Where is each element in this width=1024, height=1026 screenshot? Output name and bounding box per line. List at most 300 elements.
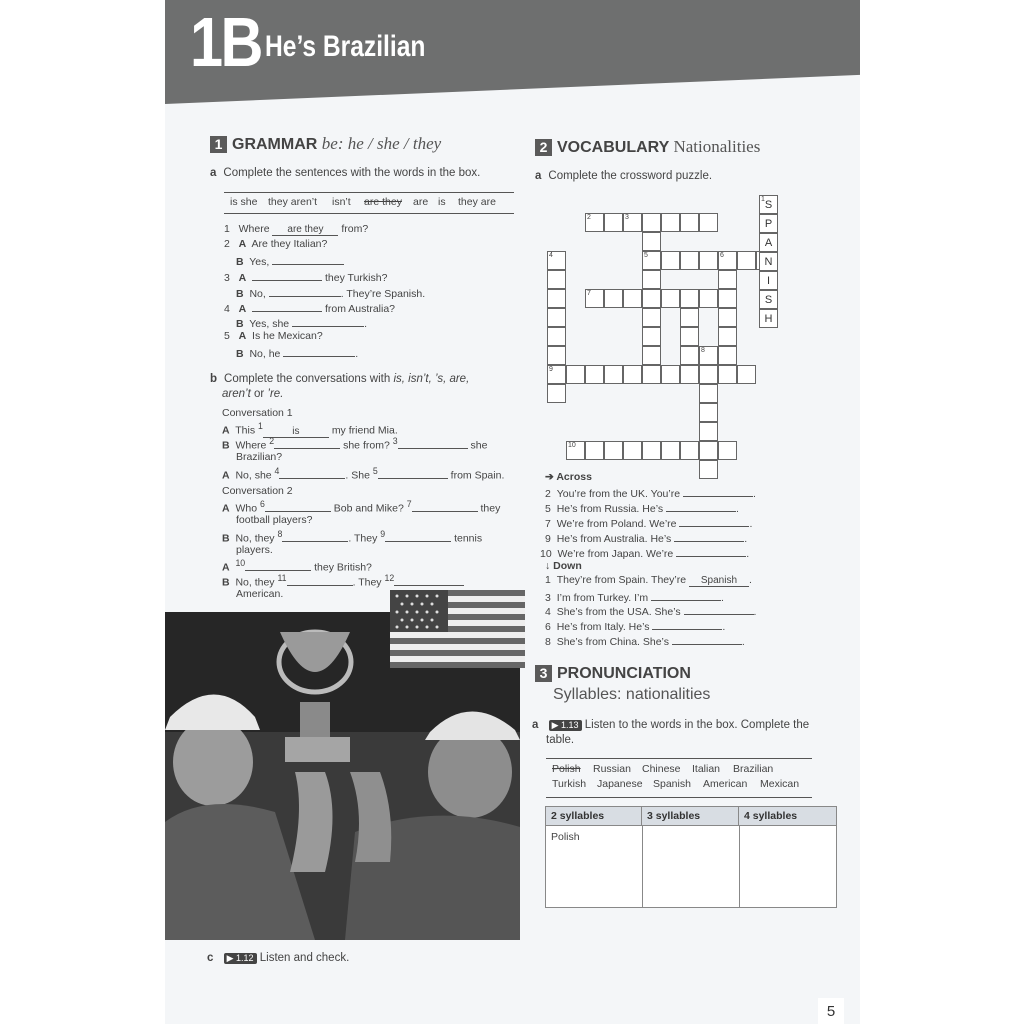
crossword-cell[interactable] (737, 251, 756, 270)
item-number: 2 (224, 238, 230, 250)
gap-number: 9 (380, 529, 386, 539)
line-text: from Spain. (450, 469, 505, 482)
cell-letter: N (764, 256, 773, 268)
speaker: B (236, 348, 244, 360)
answer-blank[interactable] (683, 485, 753, 497)
clue-text: She’s from China. She’s (556, 636, 669, 648)
gap-number: 6 (259, 499, 265, 509)
audio-track-number: 1.12 (236, 953, 254, 963)
line-text: my friend Mia. (331, 424, 398, 437)
crossword-cell[interactable] (642, 346, 661, 365)
section-number: 3 (535, 665, 552, 682)
cell-letter: A (764, 237, 773, 249)
conv2-line3 (222, 558, 372, 574)
speaker: A (222, 502, 230, 515)
section-number: 2 (535, 139, 552, 156)
item-number: 1 (224, 223, 230, 235)
crossword-cell[interactable] (699, 365, 718, 384)
speaker: B (222, 439, 230, 452)
word-box-word: Spanish (653, 778, 691, 790)
crossword-cell[interactable] (718, 251, 737, 270)
section-title: VOCABULARY (557, 139, 670, 156)
syllables-table (545, 806, 837, 908)
crossword-cell[interactable] (661, 365, 680, 384)
cell-letter: S (764, 199, 773, 211)
gap-number: 2 (269, 436, 275, 446)
section-subtitle: Nationalities (673, 137, 761, 156)
crossword-cell[interactable] (661, 251, 680, 270)
clue-text: He’s from Russia. He’s (556, 503, 664, 515)
line-text: she from? (343, 439, 390, 452)
instruction-text: or (253, 388, 265, 400)
crossword-cell[interactable] (699, 403, 718, 422)
conversation-1-title: Conversation 1 (222, 407, 293, 419)
speaker: B (236, 318, 244, 330)
item-text: Is he Mexican? (252, 330, 323, 342)
pronunciation-heading (535, 665, 691, 683)
instruction-text: Complete the conversations with (224, 373, 391, 385)
crossword-cell[interactable] (718, 346, 737, 365)
crossword-cell-filled (759, 233, 778, 252)
answer-blank[interactable] (282, 530, 348, 542)
clue-number: 7 (545, 518, 551, 530)
answer-blank[interactable] (265, 500, 331, 512)
clue-across-2: 2 You’re from the UK. You’re . (545, 485, 756, 500)
clue-down-4: 4 She’s from the USA. She’s . (545, 603, 756, 618)
clue-number: 9 (545, 533, 551, 545)
crossword-cell[interactable] (547, 365, 566, 384)
speaker: A (238, 303, 247, 315)
vocab-a-instruction (535, 170, 712, 182)
conv1-line2 (222, 436, 487, 452)
word-box-word-crossed: Polish (552, 763, 581, 775)
crossword-cell[interactable] (566, 365, 585, 384)
speaker: A (222, 424, 230, 437)
clue-text: He’s from Italy. He’s (556, 621, 650, 633)
crossword-cell[interactable] (566, 441, 585, 460)
clue-across-9: 9 He’s from Australia. He’s . (545, 530, 747, 545)
crossword-cell[interactable] (718, 308, 737, 327)
cell-number: 9 (549, 366, 553, 373)
item-text: No, he (249, 348, 281, 360)
crossword-cell[interactable] (718, 441, 737, 460)
line-text: No, they (235, 576, 275, 589)
cell-letter: I (766, 275, 771, 287)
crossword-cell[interactable] (623, 289, 642, 308)
crossword-cell[interactable] (699, 422, 718, 441)
cell-letter: H (764, 313, 773, 325)
table-header: 2 syllables (546, 807, 642, 826)
item-text: Where (238, 223, 270, 235)
item-text: from Australia? (324, 303, 395, 315)
gap-number: 7 (406, 499, 412, 509)
speaker: B (236, 256, 244, 268)
exercise-c (207, 952, 349, 964)
word-box-word: is (438, 196, 446, 208)
clue-text: They’re from Spain. They’re (556, 574, 687, 586)
answer-blank[interactable] (398, 437, 468, 449)
exercise-letter: b (210, 373, 218, 385)
crossword-cell-filled (759, 214, 778, 233)
clue-number: 5 (545, 503, 551, 515)
conversation-2-title: Conversation 2 (222, 485, 293, 497)
grammar-heading (210, 134, 441, 154)
word-box-word: they aren’t (268, 196, 318, 208)
conv2-line4 (222, 573, 464, 589)
cell-number: 2 (587, 214, 591, 221)
cell-number: 3 (625, 214, 629, 221)
item-text: Yes, she (249, 318, 290, 330)
crossword-cell[interactable] (680, 346, 699, 365)
conv1-line2-cont: Brazilian? (236, 451, 283, 463)
crossword-cell[interactable] (547, 346, 566, 365)
table-header: 4 syllables (739, 807, 836, 826)
instruction-words: aren’t (222, 388, 251, 400)
line-text: Where (235, 439, 267, 452)
word-box-word-crossed: are they (364, 196, 402, 208)
crossword-cell[interactable] (547, 251, 566, 270)
usa-flag (390, 590, 525, 668)
crossword-cell-filled (759, 252, 778, 271)
table-divider (739, 826, 740, 907)
item-number: 5 (224, 330, 230, 342)
word-box-word: American (703, 778, 748, 790)
cell-number: 1 (761, 196, 765, 203)
gap-number: 10 (235, 558, 246, 568)
crossword-cell[interactable] (699, 251, 718, 270)
crossword-cell[interactable] (547, 289, 566, 308)
item-text: they Turkish? (324, 272, 388, 284)
crossword-cell[interactable] (680, 365, 699, 384)
answer-blank[interactable] (252, 269, 322, 281)
vocabulary-heading (535, 137, 760, 157)
crossword-cell[interactable] (699, 441, 718, 460)
crossword-cell[interactable] (661, 289, 680, 308)
speaker: A (238, 238, 247, 250)
pron-a-instruction-cont: table. (546, 734, 575, 746)
exercise-letter: a (535, 170, 542, 182)
crossword-cell[interactable] (547, 308, 566, 327)
crossword-cell[interactable] (585, 289, 604, 308)
conv1-line3 (222, 466, 504, 482)
line-text: they (480, 502, 501, 515)
table-example: Polish (551, 831, 580, 843)
crossword-cell[interactable] (623, 365, 642, 384)
crossword-cell[interactable] (718, 327, 737, 346)
down-heading: ↓ Down (545, 560, 582, 572)
line-text: she (470, 439, 488, 452)
answer-blank[interactable] (394, 574, 464, 586)
clue-number: 8 (545, 636, 551, 648)
crossword-cell[interactable] (680, 251, 699, 270)
crossword-cell[interactable] (623, 441, 642, 460)
gap-number: 8 (277, 529, 283, 539)
answer-blank[interactable] (252, 300, 322, 312)
crossword-cell[interactable] (642, 251, 661, 270)
crossword-cell[interactable] (623, 213, 642, 232)
across-heading: ➔ Across (545, 471, 592, 483)
exercise-a-instruction (210, 167, 480, 179)
crossword-cell[interactable] (585, 213, 604, 232)
crossword-cell[interactable] (604, 365, 623, 384)
clue-text: I’m from Turkey. I’m (556, 592, 649, 604)
crossword-cell[interactable] (604, 441, 623, 460)
crossword-cell[interactable] (680, 213, 699, 232)
crossword-cell-filled (759, 290, 778, 309)
clue-down-6: 6 He’s from Italy. He’s . (545, 618, 725, 633)
answer-blank[interactable] (292, 315, 364, 327)
crossword-cell[interactable] (642, 289, 661, 308)
item-5a (224, 330, 323, 342)
word-box-word: Chinese (642, 763, 681, 775)
crossword-cell-filled (759, 271, 778, 290)
cell-number: 7 (587, 290, 591, 297)
down-label: Down (553, 560, 582, 572)
crossword-cell[interactable] (604, 213, 623, 232)
item-3a (224, 269, 387, 284)
line-text: Bob and Mike? (333, 502, 404, 515)
exercise-letter: a (210, 167, 217, 179)
clue-text: She’s from the USA. She’s (556, 606, 681, 618)
line-text: This (235, 424, 256, 437)
line-text: they British? (314, 561, 372, 574)
crossword-cell[interactable] (661, 441, 680, 460)
clue-across-5: 5 He’s from Russia. He’s . (545, 500, 739, 515)
clue-number: 6 (545, 621, 551, 633)
word-box-word: is she (230, 196, 258, 208)
section-title: PRONUNCIATION (557, 665, 691, 682)
speaker: B (222, 576, 230, 589)
answer-blank[interactable] (672, 633, 742, 645)
conv2-line2 (222, 529, 482, 545)
conv2-line1 (222, 499, 500, 515)
crossword-cell[interactable] (680, 308, 699, 327)
line-text: No, they (235, 532, 275, 545)
clue-number: 10 (540, 548, 552, 560)
word-box-word: are (413, 196, 429, 208)
crossword-cell[interactable] (642, 213, 661, 232)
crossword-cell[interactable] (642, 308, 661, 327)
crossword-cell[interactable] (642, 365, 661, 384)
word-box-word: Italian (692, 763, 721, 775)
item-5b: B No, he . (236, 345, 358, 360)
section-subtitle: be: he / she / they (321, 134, 442, 153)
audio-track-icon[interactable]: ▶ 1.13 (549, 720, 582, 731)
crossword-cell[interactable] (604, 289, 623, 308)
crossword-cell[interactable] (699, 289, 718, 308)
crossword-cell[interactable] (642, 327, 661, 346)
speaker: A (222, 561, 230, 574)
answer-blank[interactable] (652, 618, 722, 630)
crossword-cell[interactable] (547, 327, 566, 346)
item-4a (224, 300, 395, 315)
clue-number: 1 (545, 574, 551, 586)
section-subtitle: Syllables: nationalities (553, 686, 711, 703)
line-text: No, she (235, 469, 272, 482)
item-1 (224, 223, 368, 236)
clue-across-10: 10 We’re from Japan. We’re . (540, 545, 749, 560)
unit-title: He’s Brazilian (265, 30, 426, 63)
pronunciation-subtitle-row (553, 686, 710, 704)
word-box-word: Japanese (597, 778, 643, 790)
speaker: A (222, 469, 230, 482)
word-box-word: Russian (593, 763, 631, 775)
gap-number: 1 (258, 421, 263, 431)
line-text: . They (348, 532, 378, 545)
example-answer: Spanish (689, 575, 749, 587)
cell-number: 6 (720, 252, 724, 259)
crossword-cell[interactable] (642, 232, 661, 251)
crossword-cell-filled (759, 195, 778, 214)
gap-number: 5 (372, 466, 378, 476)
item-text: No, (249, 288, 266, 300)
cell-letter: P (764, 218, 773, 230)
gap-number: 11 (277, 573, 287, 583)
clue-down-8: 8 She’s from China. She’s . (545, 633, 745, 648)
exercise-letter: c (207, 952, 214, 964)
crossword-cell[interactable] (718, 365, 737, 384)
line-text: Who (235, 502, 258, 515)
section-number: 1 (210, 136, 227, 153)
answer-blank[interactable] (412, 500, 478, 512)
conv2-line4-cont: American. (236, 588, 284, 600)
item-3b (236, 285, 425, 300)
instruction-text: Listen and check. (259, 952, 350, 964)
word-box-word: Turkish (552, 778, 587, 790)
conv2-line2-cont: players. (236, 544, 273, 556)
crossword-cell[interactable] (547, 270, 566, 289)
speaker: A (238, 330, 247, 342)
instruction-text: Complete the sentences with the words in the box. (223, 167, 481, 179)
instruction-words: is, isn’t, ’s, are, (393, 373, 470, 385)
clue-down-1: 1 They’re from Spain. They’re Spanish . (545, 574, 752, 586)
speaker: A (238, 272, 247, 284)
line-text: tennis (454, 532, 483, 545)
word-box-word: isn’t (332, 196, 351, 208)
speaker: B (222, 532, 230, 545)
clue-text: He’s from Australia. He’s (556, 533, 672, 545)
answer-blank[interactable] (287, 574, 353, 586)
answer-blank[interactable] (378, 467, 448, 479)
cell-number: 10 (568, 442, 576, 449)
answer-blank[interactable] (666, 500, 736, 512)
flag-illustration (390, 590, 525, 668)
table-divider (642, 826, 643, 907)
section-title: GRAMMAR (232, 136, 318, 153)
item-2a (224, 238, 327, 250)
instruction-words: ’re. (267, 388, 284, 400)
crossword-cell[interactable] (680, 441, 699, 460)
line-text: . They (352, 576, 382, 589)
item-text: . They’re Spanish. (340, 288, 426, 300)
answer-blank[interactable] (684, 603, 754, 615)
crossword-cell[interactable] (680, 327, 699, 346)
crossword-cell[interactable] (699, 460, 718, 479)
crossword-cell[interactable] (547, 384, 566, 403)
clue-number: 2 (545, 488, 551, 500)
item-number: 4 (224, 303, 230, 315)
audio-track-number: 1.13 (561, 720, 579, 730)
crossword-cell-filled (759, 309, 778, 328)
exercise-b-instruction-cont (222, 388, 283, 400)
item-text: Yes, (249, 256, 270, 268)
line-text: . She (345, 469, 370, 482)
instruction-text: Complete the crossword puzzle. (548, 170, 713, 182)
crossword-cell[interactable] (585, 441, 604, 460)
answer-blank[interactable] (283, 345, 355, 357)
crossword-cell[interactable] (718, 289, 737, 308)
gap-number: 12 (384, 573, 395, 583)
answer-blank[interactable] (385, 530, 451, 542)
cell-number: 8 (701, 347, 705, 354)
item-number: 3 (224, 272, 230, 284)
example-answer: are they (272, 224, 338, 236)
speaker: B (236, 288, 244, 300)
answer-blank[interactable] (674, 530, 744, 542)
clue-text: You’re from the UK. You’re (556, 488, 681, 500)
crossword-cell[interactable] (585, 365, 604, 384)
exercise-letter: a (532, 719, 539, 731)
crossword-cell[interactable] (661, 213, 680, 232)
crossword-cell[interactable] (699, 346, 718, 365)
item-text: Are they Italian? (251, 238, 328, 250)
item-text: from? (341, 223, 369, 235)
cell-number: 4 (549, 252, 553, 259)
crossword-cell[interactable] (699, 384, 718, 403)
answer-blank[interactable] (676, 545, 746, 557)
gap-number: 4 (274, 466, 280, 476)
crossword-cell[interactable] (699, 213, 718, 232)
answer-blank[interactable] (279, 467, 345, 479)
item-2b (236, 253, 344, 268)
cell-letter: S (764, 294, 773, 306)
answer-blank[interactable] (272, 253, 344, 265)
crossword-cell[interactable] (680, 289, 699, 308)
answer-blank[interactable] (269, 285, 341, 297)
answer-blank[interactable] (274, 437, 340, 449)
clue-number: 3 (545, 592, 551, 604)
answer-blank[interactable] (651, 589, 721, 601)
conv2-line1-cont: football players? (236, 514, 313, 526)
cell-number: 5 (644, 252, 648, 259)
crossword-cell[interactable] (737, 365, 756, 384)
clue-text: We’re from Japan. We’re (557, 548, 674, 560)
audio-track-icon[interactable]: ▶ 1.12 (224, 953, 257, 964)
unit-code: 1B (190, 3, 261, 81)
example-answer: is (263, 426, 329, 438)
word-box-word: Brazilian (733, 763, 774, 775)
item-4b: B Yes, she . (236, 315, 367, 330)
crossword-cell[interactable] (642, 270, 661, 289)
across-label: Across (556, 471, 592, 483)
clue-text: We’re from Poland. We’re (556, 518, 677, 530)
clue-across-7: 7 We’re from Poland. We’re . (545, 515, 752, 530)
pron-a-instruction (532, 719, 809, 731)
instruction-text: Listen to the words in the box. Complete the (584, 719, 810, 731)
crossword-cell[interactable] (642, 441, 661, 460)
page-number: 5 (818, 998, 844, 1024)
word-box-word: they are (458, 196, 496, 208)
answer-blank[interactable] (679, 515, 749, 527)
gap-number: 3 (392, 436, 398, 446)
clue-number: 4 (545, 606, 551, 618)
crossword-cell[interactable] (718, 270, 737, 289)
answer-blank[interactable] (245, 559, 311, 571)
clue-down-3: 3 I’m from Turkey. I’m . (545, 589, 724, 604)
table-header: 3 syllables (642, 807, 739, 826)
word-box-word: Mexican (760, 778, 800, 790)
exercise-b-instruction (210, 373, 469, 385)
